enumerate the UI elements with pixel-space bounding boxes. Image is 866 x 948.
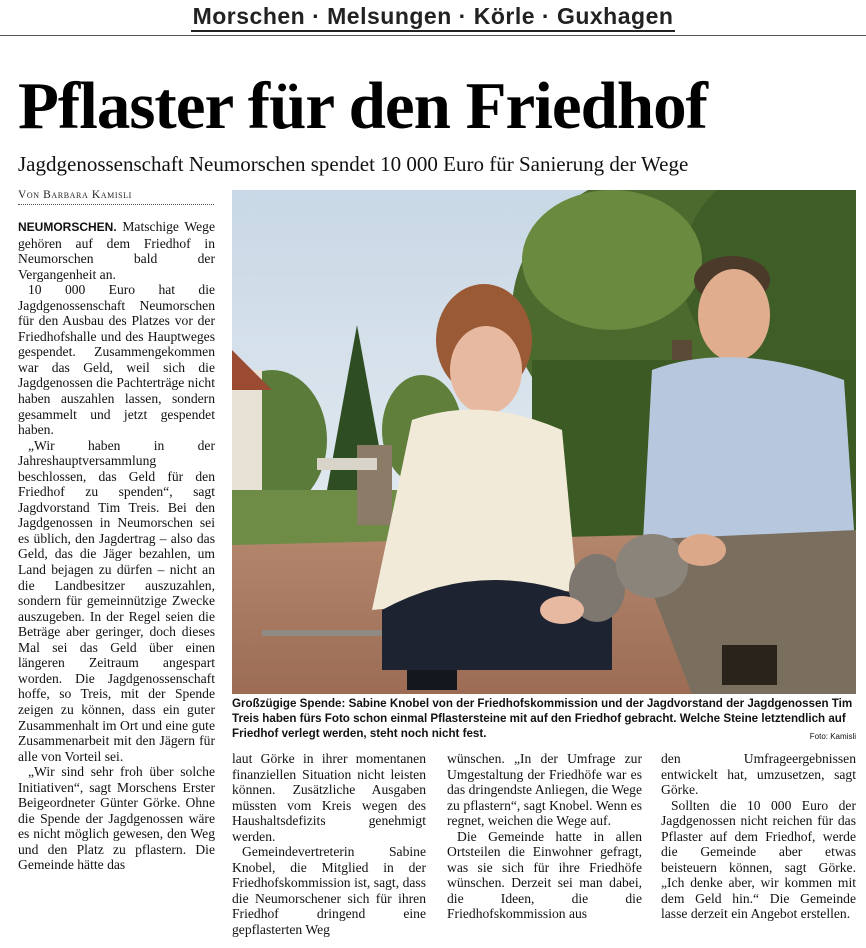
paragraph: „Wir sind sehr froh über solche Initiativen“, sagt Morschens Erster Beigeordneter Günter Görke. Ohne die Spende der Jagdgenossen wäre es nicht möglich gewesen, den Weg und den Platz zu pflastern. Die Gemeinde hätte das (18, 764, 215, 873)
paragraph: wünschen. „In der Umfrage zur Umgestaltung der Friedhöfe war es das dringendste Anliegen, die Wege zu pflastern“, sagt Knobel. Wenn es regnet, weichen die Wege auf. (447, 751, 642, 829)
paragraph: NEUMORSCHEN. Matschige Wege gehören auf dem Friedhof in Neumorschen bald der Vergangenheit an. (18, 219, 215, 282)
text-column-2 (232, 751, 426, 938)
paragraph: „Wir haben in der Jahreshauptversammlung beschlossen, das Geld für den Friedhof zu spenden“, sagt Jagdvorstand Tim Treis. Bei den Jagdgenossen in Neumorschen sei es üblich, den Jagdertrag – also das Geld, das die Jäger bezahlen, um Land bejagen zu dürfen – nicht an die Landbesitzer auszuzahlen, sondern für gemeinnützige Zwecke auszugeben. In der Regel seien die Beträge aber geringer, doch dieses Mal sei das Geld über einen längeren Zeitraum angespart worden. Die Jagdgenossenschaft hoffe, so Treis, mit der Spende zeigen zu können, dass ein guter Zusammenhalt im Ort und eine gute Zusammenarbeit mit den Jägern für alle von Vorteil sei. (18, 437, 215, 764)
text-column-4 (661, 751, 856, 922)
text-column-1 (18, 219, 215, 873)
paragraph: Sollten die 10 000 Euro der Jagdgenossen nicht reichen für das Pflaster auf dem Friedhof, werde die Gemeinde aber etwas beisteuern können, sagt Görke. „Ich denke aber, wir kommen mit dem Geld hin.“ Die Gemeinde lasse derzeit ein Angebot erstellen. (661, 797, 856, 922)
article-photo (232, 190, 856, 694)
article-subheadline: Jagdgenossenschaft Neumorschen spendet 10 000 Euro für Sanierung der Wege (18, 152, 689, 176)
dateline: NEUMORSCHEN. (18, 220, 117, 234)
text-column-3 (447, 751, 642, 922)
article-headline: Pflaster für den Friedhof (18, 69, 707, 143)
paragraph: Gemeindevertreterin Sabine Knobel, die Mitglied in der Friedhofskommission ist, sagt, dass die Neumorschener sich für ihren Friedhof dringend eine gepflasterten Weg (232, 844, 426, 938)
photo-caption: Großzügige Spende: Sabine Knobel von der Friedhofskommission und der Jagdvorstand der Jagdgenossen Tim Treis haben fürs Foto schon einmal Pflastersteine mit auf den Friedhof gebracht. Welche Steine letztendlich auf Friedhof verlegt werden, steht noch nicht fest. Foto: Kamisli (232, 696, 856, 744)
section-title: Morschen · Melsungen · Körle · Guxhagen (0, 3, 866, 30)
paragraph: den Umfrageergebnissen entwickelt hat, umzusetzen, sagt Görke. (661, 751, 856, 798)
article-byline: Von Barbara Kamisli (18, 189, 214, 205)
header-rule (0, 35, 866, 36)
photo-credit: Foto: Kamisli (809, 732, 856, 741)
paragraph: laut Görke in ihrer momentanen finanziellen Situation nicht leisten können. Zusätzliche Ausgaben müssten vom Kreis wegen des Haushaltsdefizits genehmigt werden. (232, 751, 426, 844)
section-header (0, 0, 866, 38)
paragraph: Die Gemeinde hatte in allen Ortsteilen die Einwohner gefragt, was sie sich für ihre Friedhöfe wünschen. Derzeit sei man dabei, die Ideen, die die Friedhofskommission aus (447, 828, 642, 922)
paragraph: 10 000 Euro hat die Jagdgenossenschaft Neumorschen für den Ausbau des Platzes vor der Friedhofshalle und des Hauptweges gespendet. Zusammengekommen war das Geld, weil sich die Jagdgenossen die Pachterträge nicht haben auszahlen lassen, sondern gesammelt und jetzt gespendet haben. (18, 282, 215, 438)
